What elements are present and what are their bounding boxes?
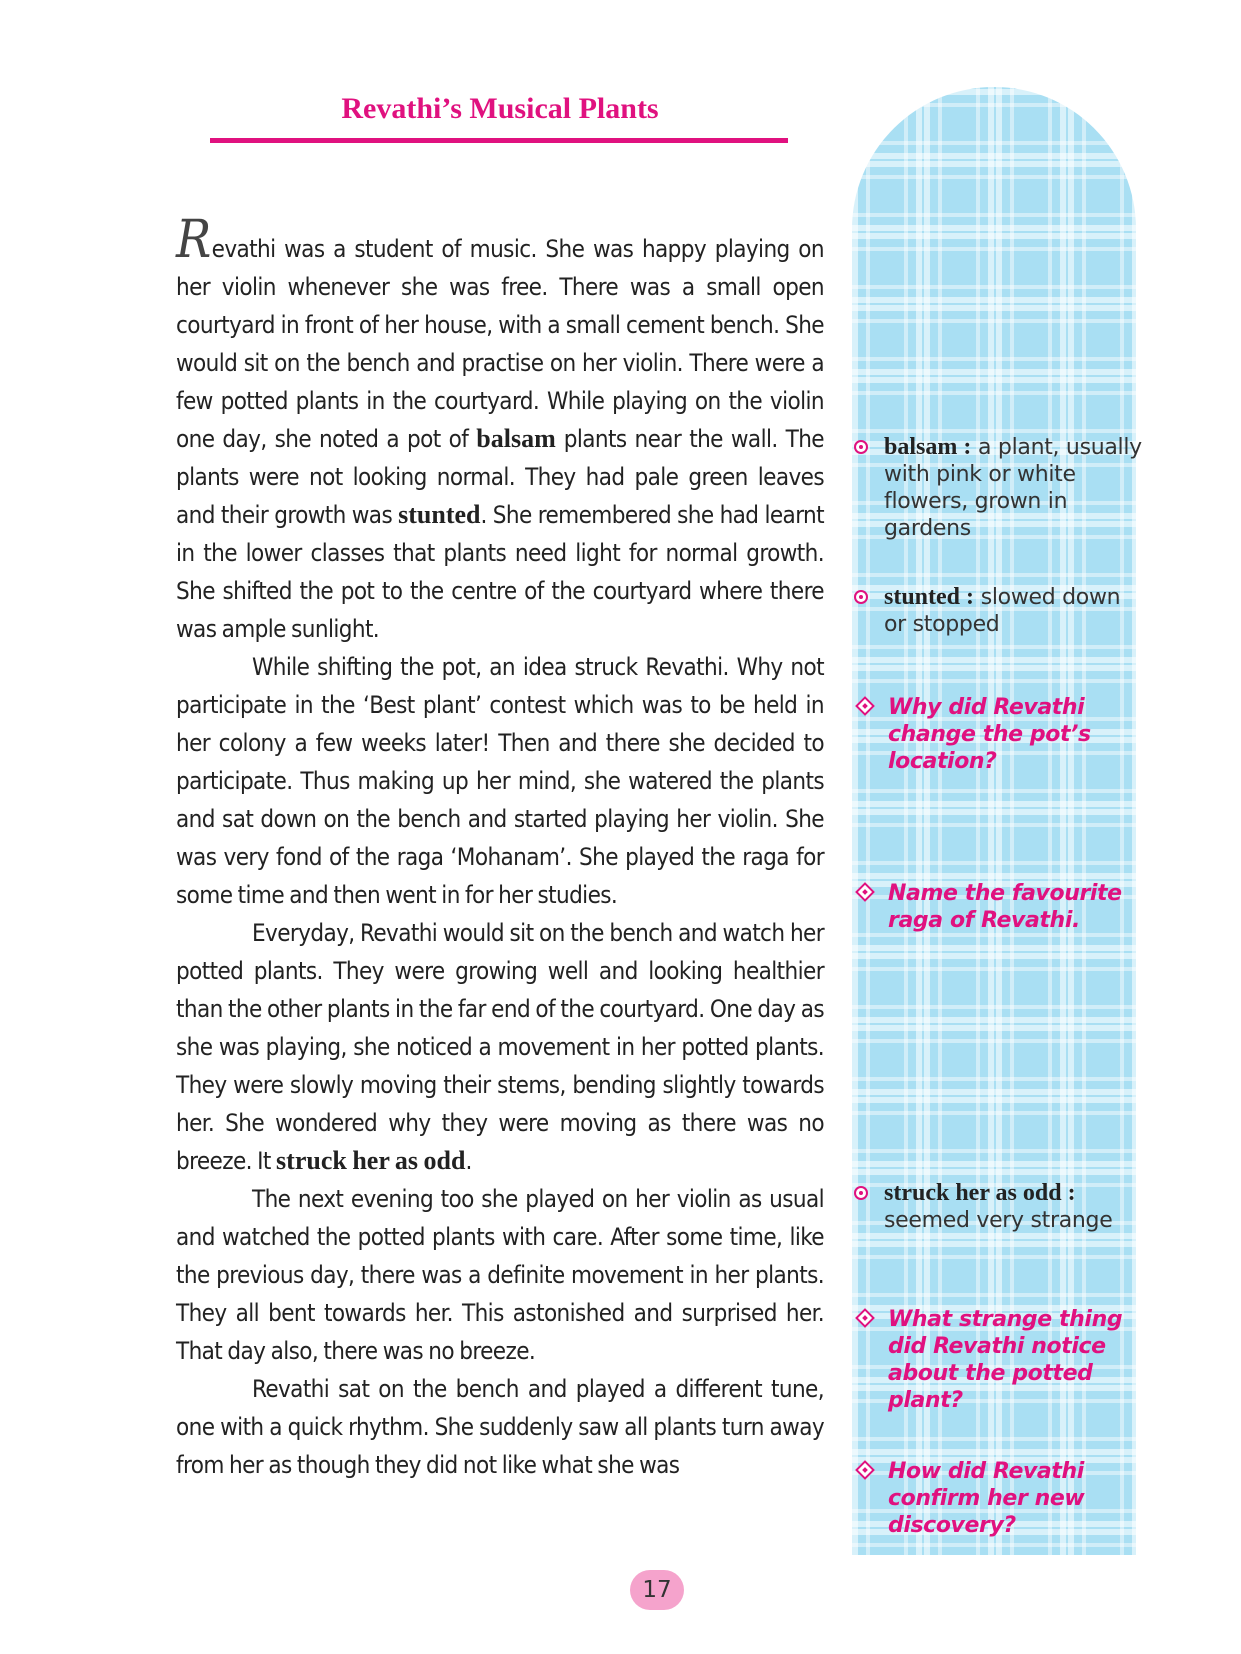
glossary-word-balsam: balsam xyxy=(476,424,556,453)
bullet-icon xyxy=(854,440,868,454)
story-text-run: plants near the wall. The plants were not looking normal. They had pale green leaves and their growth was xyxy=(176,425,824,529)
paragraph-5: Revathi sat on the bench and played a different tune, one with a quick rhythm. She suddenly saw all plants turn away from her as though they did not like what she was xyxy=(176,1375,824,1479)
drop-cap: R xyxy=(176,210,211,270)
glossary-meaning: seemed very strange xyxy=(884,1208,1113,1233)
question-text: Name the favourite raga of Revathi. xyxy=(888,881,1122,933)
title-underline xyxy=(210,138,788,143)
bullet-icon xyxy=(854,1186,868,1200)
paragraph-4: The next evening too she played on her violin as usual and watched the potted plants with care. After some time, like the previous day, there was a definite movement in her plants. They all bent towards her. This astonished and surprised her. That day also, there was no breeze. xyxy=(176,1185,824,1365)
story-text-run: . xyxy=(465,1147,472,1175)
glossary-term: struck her as odd : xyxy=(884,1180,1076,1206)
paragraph-2: While shifting the pot, an idea struck Revathi. Why not participate in the ‘Best plant’ contest which was to be held in her colony a few weeks later! Then and there she decided to participate. Thus making up her mind, she watered the plants and sat down on the bench and started playing her violin. She was very fond of the raga ‘Mohanam’. She played the raga for some time and then went in for her studies. xyxy=(176,653,824,909)
glossary-term: balsam : xyxy=(884,434,972,460)
question-1 xyxy=(854,694,1150,775)
page-number: 17 xyxy=(630,1570,684,1610)
question-4 xyxy=(854,1458,1150,1539)
glossary-meaning: a plant, usually with pink or white flowers, grown in gardens xyxy=(884,435,1142,541)
story-text xyxy=(176,210,824,1484)
diamond-icon xyxy=(855,1460,875,1480)
glossary-meaning: slowed down or stopped xyxy=(884,585,1121,637)
question-3 xyxy=(854,1306,1150,1414)
glossary-entry-stunted xyxy=(854,584,1146,638)
paragraph-3 xyxy=(176,914,824,1180)
paragraph-1 xyxy=(176,210,824,648)
glossary-entry-balsam xyxy=(854,434,1146,542)
diamond-icon xyxy=(855,1308,875,1328)
bullet-icon xyxy=(854,590,868,604)
question-2 xyxy=(854,880,1150,934)
glossary-term: stunted : xyxy=(884,584,975,610)
question-text: How did Revathi confirm her new discovery? xyxy=(888,1459,1085,1538)
glossary-word-stunted: stunted xyxy=(398,500,481,529)
glossary-entry-struck-her-as-odd xyxy=(854,1180,1146,1234)
diamond-icon xyxy=(855,696,875,716)
story-text-run: . She remembered she had learnt in the lower classes that plants need light for normal growth. She shifted the pot to the centre of the courtyard where there was ample sunlight. xyxy=(176,501,824,643)
story-text-run: Everyday, Revathi would sit on the bench and watch her potted plants. They were growing well and looking healthier than the other plants in the far end of the courtyard. One day as she was playing, she noticed a movement in her potted plants. They were slowly moving their stems, bending slightly towards her. She wondered why they were moving as there was no breeze. It xyxy=(176,919,824,1175)
page-title: Revathi’s Musical Plants xyxy=(341,92,659,125)
question-text: Why did Revathi change the pot’s location? xyxy=(888,695,1091,774)
diamond-icon xyxy=(855,882,875,902)
story-text-run: evathi was a student of music. She was happy playing on her violin whenever she was free. There was a small open courtyard in front of her house, with a small cement bench. She would sit on the bench and practise on her violin. There were a few potted plants in the courtyard. While playing on the violin one day, she noted a pot of xyxy=(176,235,824,453)
question-text: What strange thing did Revathi notice about the potted plant? xyxy=(888,1307,1123,1413)
glossary-word-struck-her-as-odd: struck her as odd xyxy=(276,1146,466,1175)
